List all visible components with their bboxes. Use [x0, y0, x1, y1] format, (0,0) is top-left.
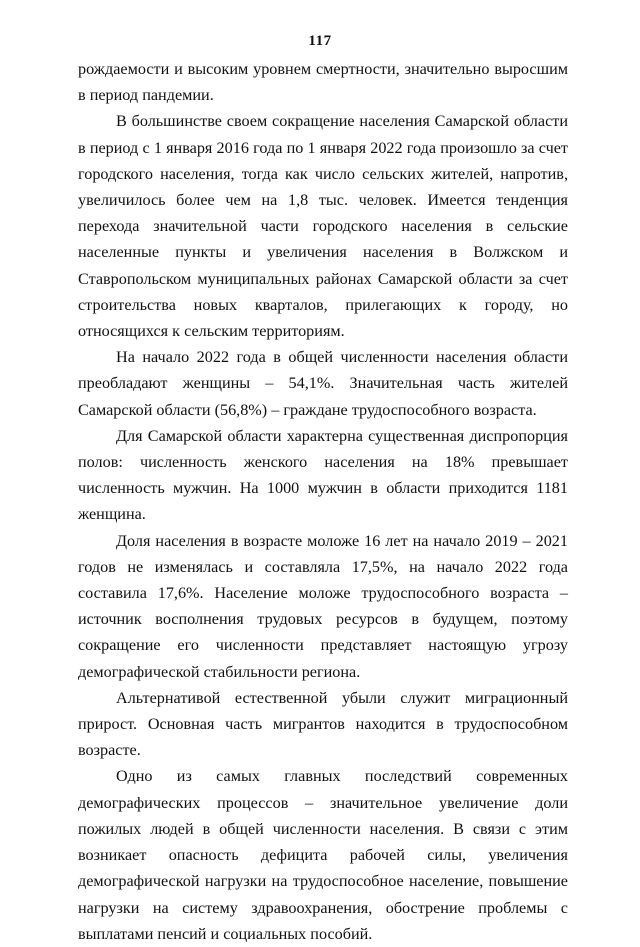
paragraph-aging-consequences: Одно из самых главных последствий современных демографических процессов – значительное увеличение доли пожилых людей в общей численности населения. В связи с этим возникает опасность дефицита рабочей силы, увеличения демографической нагрузки на трудоспособное население, повышение нагрузки на систему здравоохранения, обострение проблемы с выплатами пенсий и социальных пособий.: [78, 767, 568, 943]
page-number: 117: [308, 33, 332, 49]
paragraph-gender-share: На начало 2022 года в общей численности населения области преобладают женщины – 54,1%. Значительная часть жителей Самарской области (56,8%) – граждане трудоспособного возраста.: [78, 348, 568, 419]
paragraph-youth-share: Доля населения в возрасте моложе 16 лет на начало 2019 – 2021 годов не изменялась и составляла 17,5%, на начало 2022 года составила 17,6%. Население моложе трудоспособного возраста – источник восполнения трудовых ресурсов в будущем, поэтому сокращение его численности представляет настоящую угрозу демографической стабильности региона.: [78, 531, 568, 681]
paragraph-continuation: рождаемости и высоким уровнем смертности, значительно выросшим в период пандемии.: [78, 60, 568, 105]
paragraph-gender-disproportion: Для Самарской области характерна существенная диспропорция полов: численность женского населения на 18% превышает численность мужчин. На 1000 мужчин в области приходится 1181 женщина.: [78, 426, 568, 524]
paragraph-population-decline: В большинстве своем сокращение населения Самарской области в период с 1 января 2016 года по 1 января 2022 года произошло за счет городского населения, тогда как число сельских жителей, напротив, увеличилось более чем на 1,8 тыс. человек. Имеется тенденция перехода значительной части городского населения в сельские населенные пункты и увеличения населения в Волжском и Ставропольском муниципальных районах Самарской области за счет строительства новых кварталов, прилегающих к городу, но относящихся к сельским территориям.: [78, 112, 568, 341]
body-text: [78, 56, 568, 947]
paragraph-migration: Альтернативой естественной убыли служит миграционный прирост. Основная часть мигрантов находится в трудоспособном возрасте.: [78, 688, 568, 760]
